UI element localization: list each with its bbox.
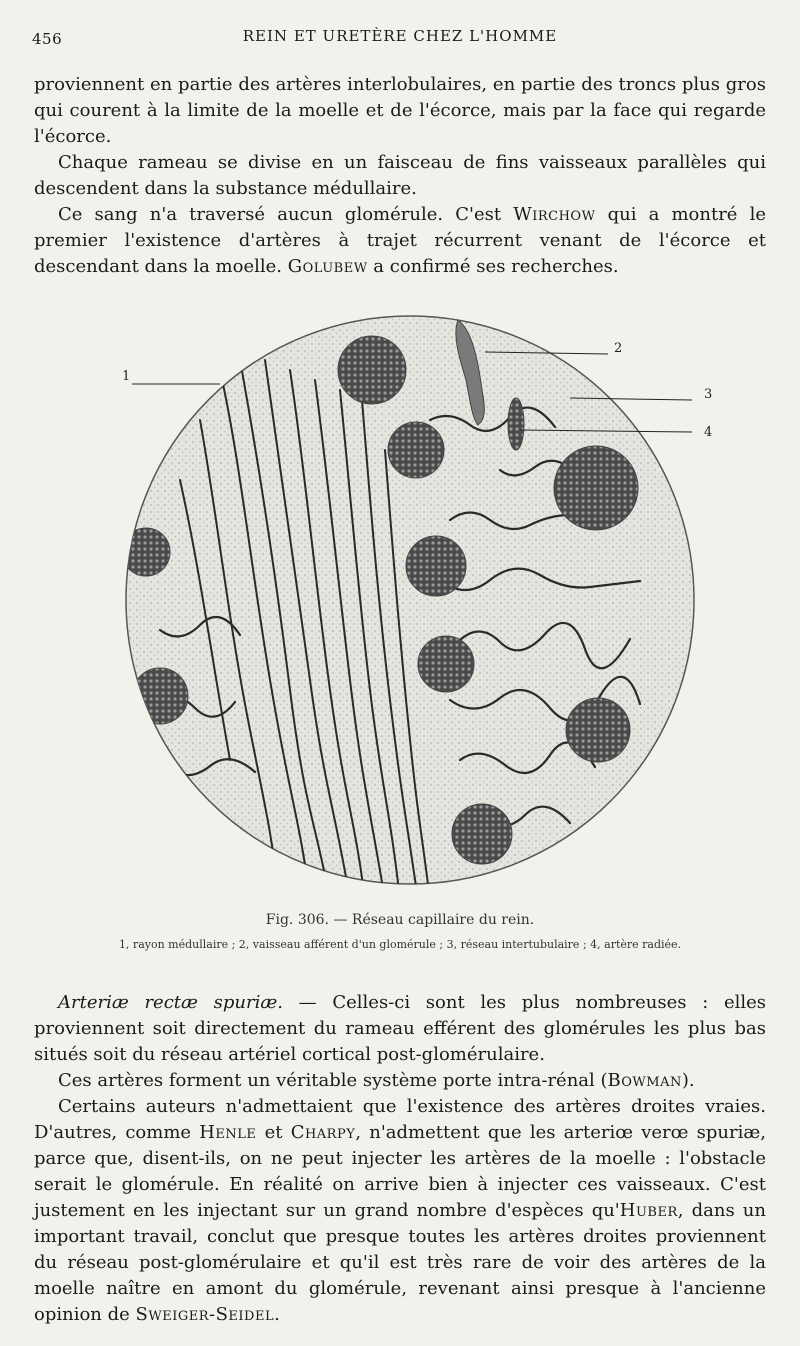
glomerulus: [418, 636, 474, 692]
glomerulus: [452, 804, 512, 864]
text-run: qui a montré le premier l'existence d'artères à trajet récurrent venant de l'écorce et descendant dans la moelle.: [34, 204, 766, 277]
author-name: Wirchow: [513, 204, 596, 225]
paragraph: [34, 1068, 766, 1094]
glomerulus: [122, 528, 170, 576]
figure-caption: Fig. 306. — Réseau capillaire du rein.: [265, 912, 535, 928]
text-run: Ce sang n'a traversé aucun glomérule. C'est: [58, 204, 514, 225]
label-3: 3: [704, 387, 713, 402]
section-title: Arteriæ rectæ spuriæ.: [58, 992, 283, 1013]
author-name: Charpy: [290, 1122, 356, 1143]
author-name: Henle: [199, 1122, 257, 1143]
text-run: , n'admettent que les arteriœ verœ spuriæ, parce que, disent-ils, on ne peut injecter les artères de la moelle : l'obstacle serait le glomérule. En réalité on arrive bien à injecter ces vaisseaux. C'est justement en les injectant sur un grand nombre d'espèces qu': [34, 1122, 766, 1221]
paragraph: [34, 202, 766, 280]
glomerulus: [132, 668, 188, 724]
text-run: a confirmé ses recherches.: [367, 256, 619, 277]
running-title: REIN ET URETÈRE CHEZ L'HOMME: [242, 27, 558, 45]
paragraph: [34, 1094, 766, 1328]
kidney-capillary-figure: [100, 300, 720, 900]
capillary-illustration: [100, 300, 720, 900]
page-number: 456: [32, 30, 63, 48]
label-2: 2: [614, 341, 623, 356]
glomerulus: [388, 422, 444, 478]
label-1: 1: [122, 369, 131, 384]
paragraph: Chaque rameau se divise en un faisceau de fins vaisseaux parallèles qui descendent dans la substance médullaire.: [34, 152, 766, 199]
radial-artery: [508, 398, 524, 450]
author-name: Bowman: [607, 1070, 682, 1091]
author-name: Sweiger-Seidel: [135, 1304, 275, 1325]
tissue-texture: [100, 300, 720, 900]
top-text-block: [34, 72, 766, 280]
figure-legend: 1, rayon médullaire ; 2, vaisseau afférent d'un glomérule ; 3, réseau intertubulaire ; 4, artère radiée.: [118, 938, 682, 951]
author-name: Golubew: [287, 256, 368, 277]
label-4: 4: [704, 425, 713, 440]
paragraph: proviennent en partie des artères interlobulaires, en partie des troncs plus gros qui courent à la limite de la moelle et de l'écorce, mais par la face qui regarde l'écorce.: [34, 74, 766, 147]
text-run: ).: [681, 1070, 695, 1091]
glomerulus: [338, 336, 406, 404]
glomerulus: [406, 536, 466, 596]
bottom-text-block: [34, 990, 766, 1328]
text-run: .: [274, 1304, 280, 1325]
text-run: et: [256, 1122, 291, 1143]
text-run: — Celles-ci sont les plus nombreuses : elles proviennent soit directement du rameau efférent des glomérules les plus bas situés soit du réseau artériel cortical post-glomérulaire.: [34, 992, 767, 1065]
text-run: Ces artères forment un véritable système porte intra-rénal (: [58, 1070, 608, 1091]
text-run: Certains auteurs n'admettaient que l'existence des artères droites vraies. D'autres, comme: [34, 1096, 766, 1143]
paragraph: [34, 990, 766, 1068]
text-run: , dans un important travail, conclut que presque toutes les artères droites proviennent du réseau post-glomérulaire et qu'il est très rare de voir des artères de la moelle naître en amont du glomérule, revenant ainsi presque à l'ancienne opinion de: [34, 1200, 766, 1325]
glomerulus: [554, 446, 638, 530]
author-name: Huber: [619, 1200, 678, 1221]
glomerulus: [566, 698, 630, 762]
